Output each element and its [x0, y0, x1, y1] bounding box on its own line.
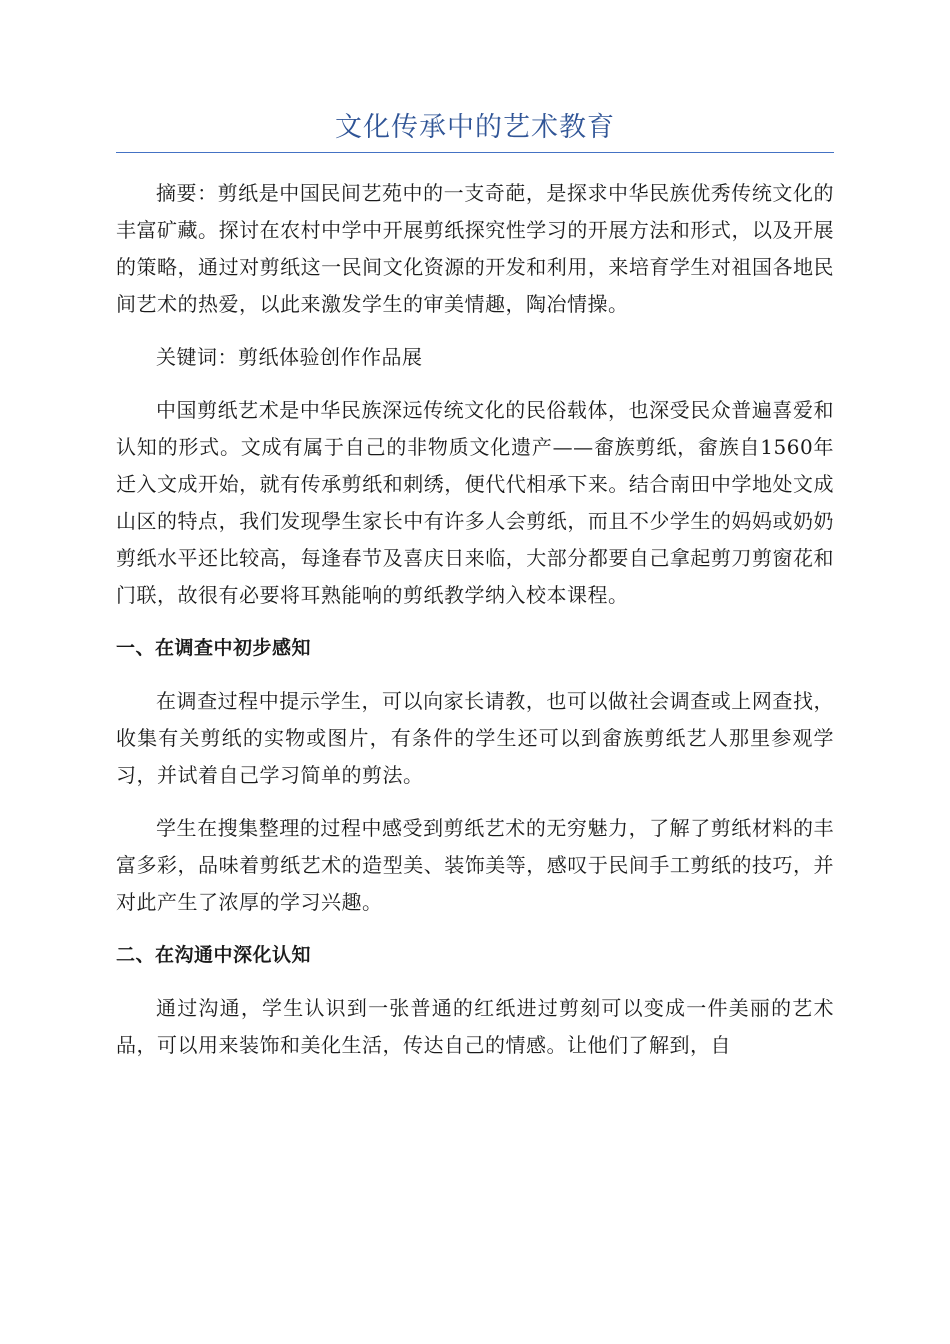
- document-page: [116, 108, 834, 1064]
- intro-paragraph: 中国剪纸艺术是中华民族深远传统文化的民俗载体，也深受民众普遍喜爱和认知的形式。文成有属于自己的非物质文化遗产——畲族剪纸，畲族自1560年迁入文成开始，就有传承剪纸和刺绣，便代代相承下来。结合南田中学地处文成山区的特点，我们发现學生家长中有许多人会剪纸，而且不少学生的妈妈或奶奶剪纸水平还比较高，每逢春节及喜庆日来临，大部分都要自己拿起剪刀剪窗花和门联，故很有必要将耳熟能响的剪纸教学纳入校本课程。: [116, 398, 834, 607]
- section-2-paragraph-1: 通过沟通，学生认识到一张普通的红纸进过剪刻可以变成一件美丽的艺术品，可以用来装饰和美化生活，传达自己的情感。让他们了解到，自: [116, 996, 834, 1057]
- keywords-paragraph: 关键词：剪纸体验创作作品展: [156, 345, 423, 369]
- section-1-heading: 一、在调查中初步感知: [116, 637, 312, 659]
- section-1-paragraph-1: 在调查过程中提示学生，可以向家长请教，也可以做社会调查或上网查找，收集有关剪纸的实物或图片，有条件的学生还可以到畲族剪纸艺人那里参观学习，并试着自己学习简单的剪法。: [116, 689, 834, 787]
- section-2-heading: 二、在沟通中深化认知: [116, 944, 312, 966]
- section-1-paragraph-2: 学生在搜集整理的过程中感受到剪纸艺术的无穷魅力，了解了剪纸材料的丰富多彩，品味着剪纸艺术的造型美、装饰美等，感叹于民间手工剪纸的技巧，并对此产生了浓厚的学习兴趣。: [116, 816, 834, 914]
- document-title: 文化传承中的艺术教育: [116, 108, 834, 153]
- abstract-paragraph: 摘要：剪纸是中国民间艺苑中的一支奇葩，是探求中华民族优秀传统文化的丰富矿藏。探讨在农村中学中开展剪纸探究性学习的开展方法和形式，以及开展的策略，通过对剪纸这一民间文化资源的开发和利用，来培育学生对祖国各地民间艺术的热爱，以此来激发学生的审美情趣，陶冶情操。: [116, 181, 834, 316]
